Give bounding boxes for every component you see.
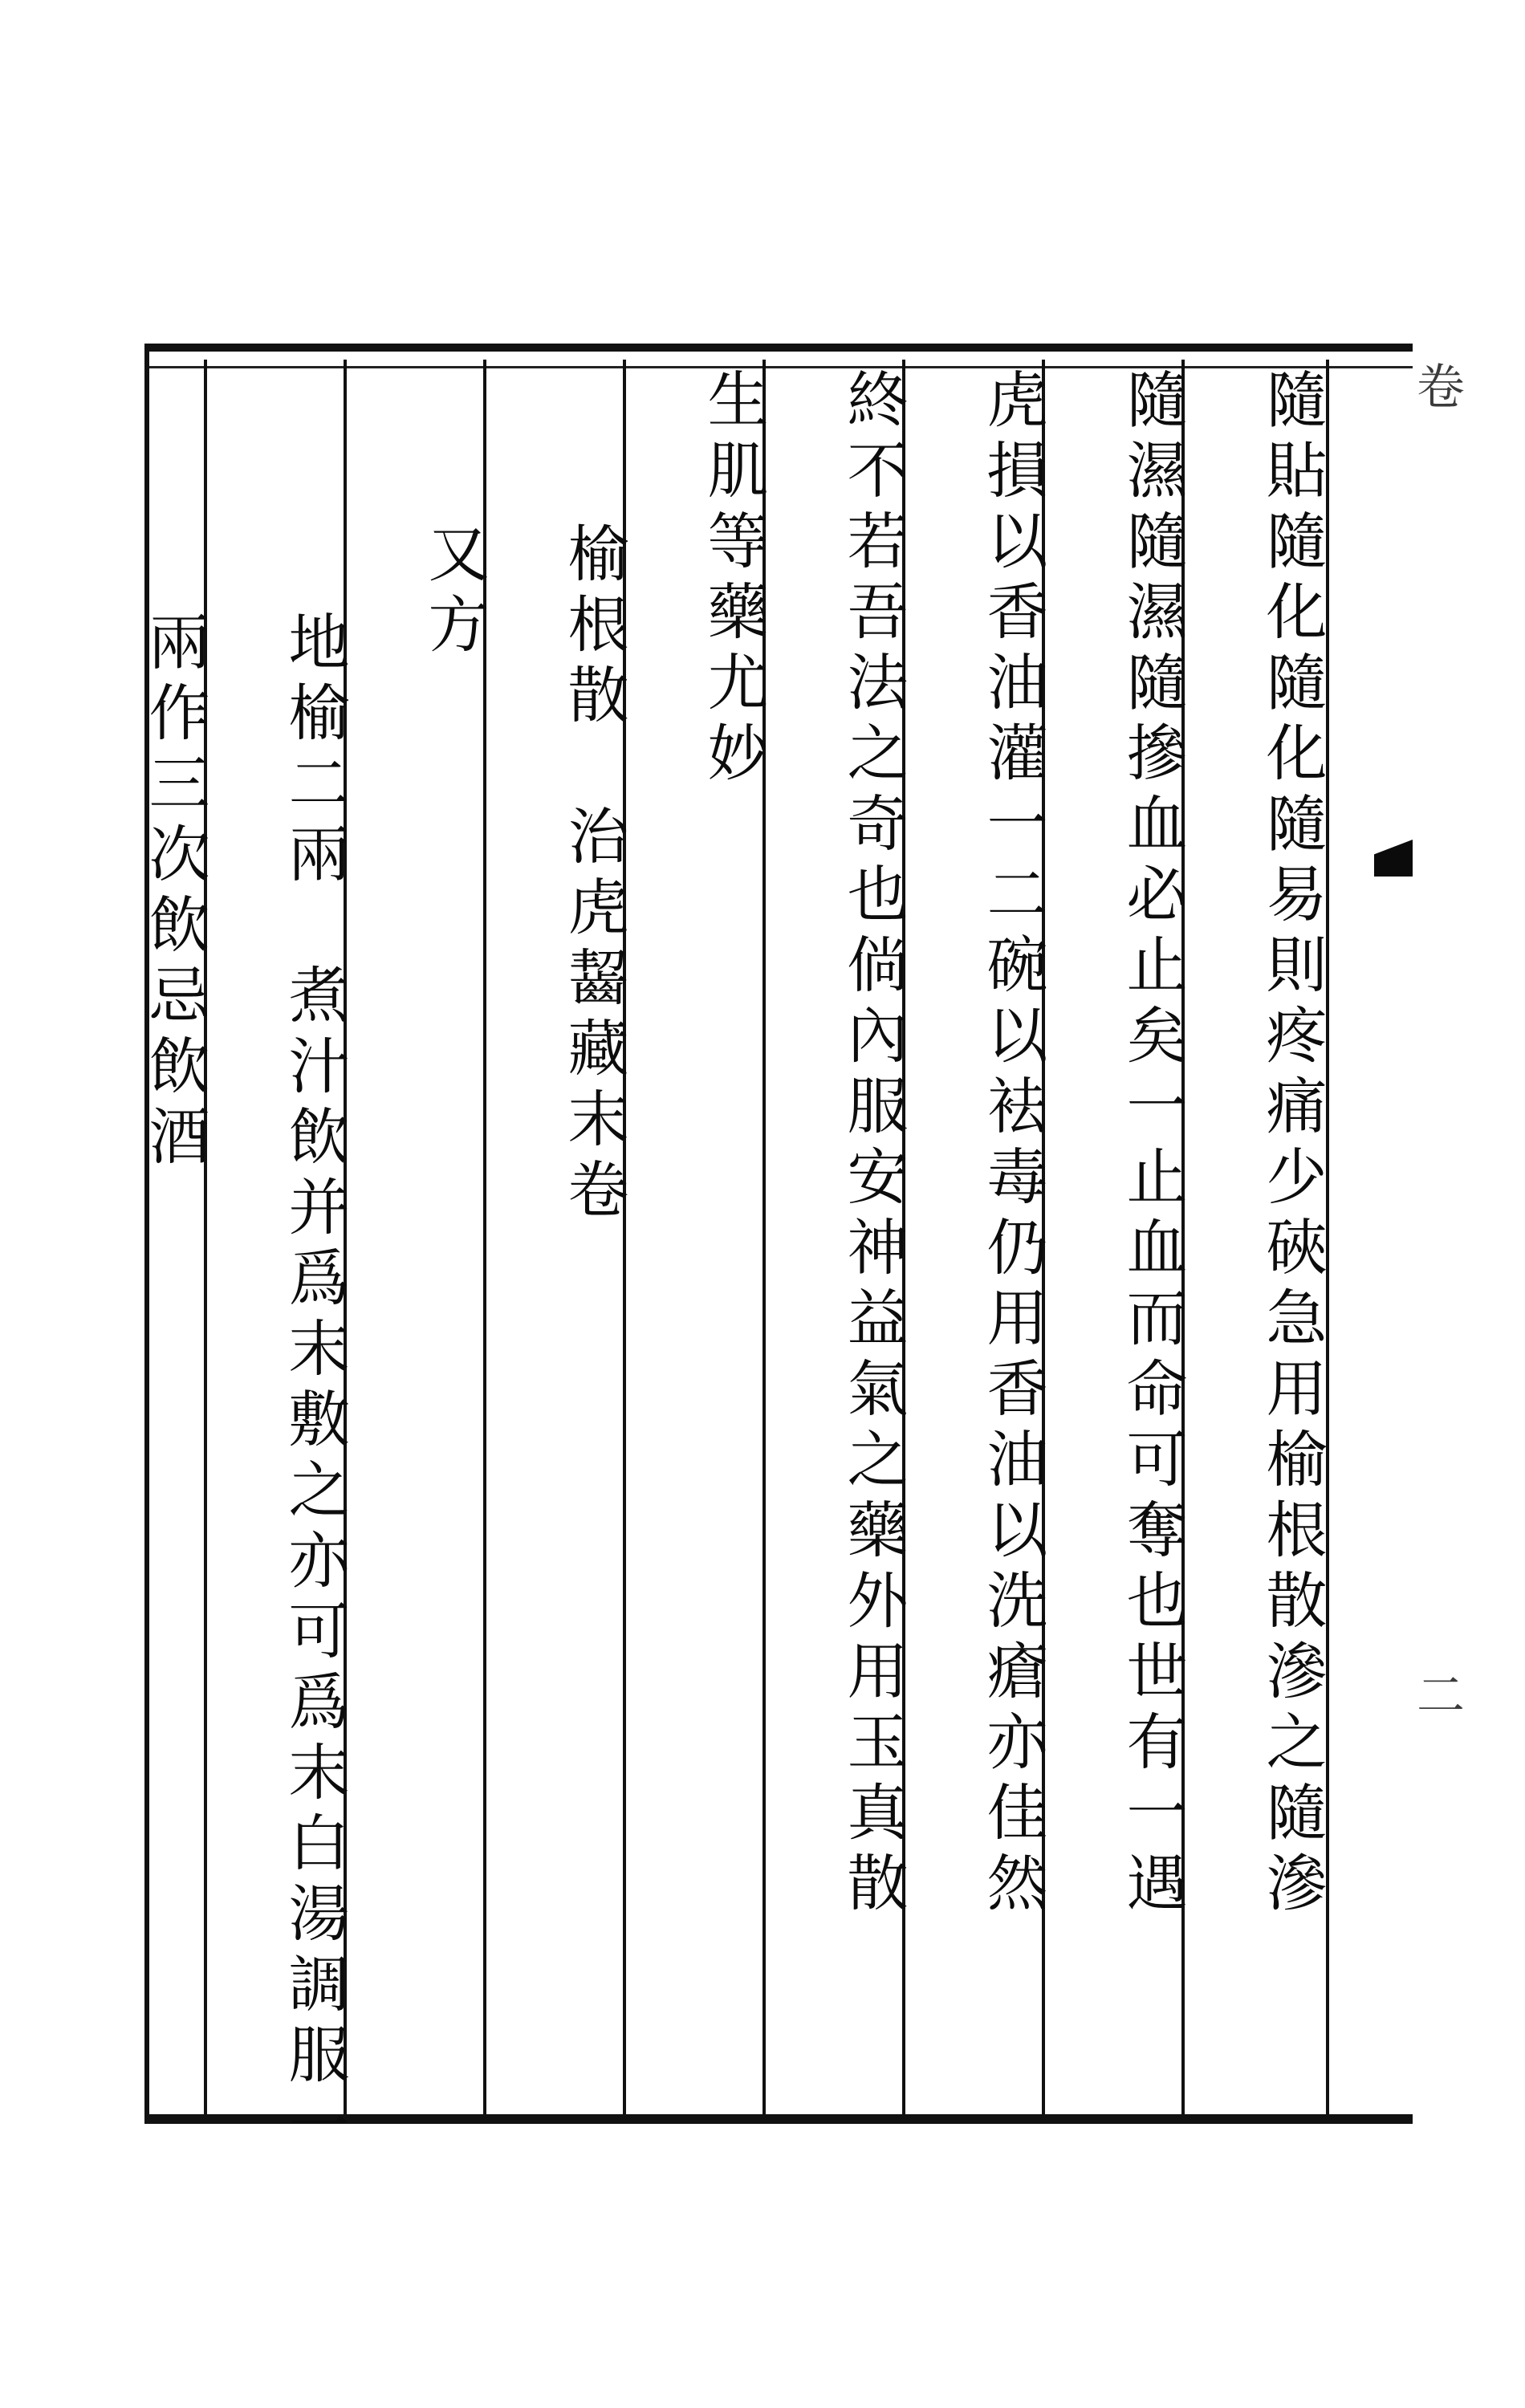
text-column-1: 隨貼隨化隨化隨易則疼痛少硤急用榆根散滲之隨滲: [1256, 368, 1328, 1922]
text-column-5: 生肌等藥尤妙: [697, 368, 769, 791]
text-column-8: 地榆二兩 煮汁飲并爲末敷之亦可爲末白湯調服一: [279, 610, 350, 2164]
text-column-2: 隨濕隨濕隨摻血必止矣一止血而命可奪也世有一遇: [1116, 368, 1188, 1922]
margin-label: 卷: [1409, 361, 1465, 416]
text-column-9: 兩作三次飲忌飲酒: [139, 610, 210, 1175]
text-column-6: 榆根散 治虎齧藏末卷: [558, 522, 629, 1228]
text-column-7: 又方: [418, 522, 490, 663]
margin-page-number: 二: [1409, 1670, 1465, 1724]
text-column-3: 虎損以香油灌一二碗以袪毒仍用香油以洗瘡亦佳然: [977, 368, 1048, 1922]
top-rule: [149, 366, 1413, 368]
text-column-4: 終不若吾法之奇也倘內服安神益氣之藥外用玉真散: [837, 368, 909, 1922]
